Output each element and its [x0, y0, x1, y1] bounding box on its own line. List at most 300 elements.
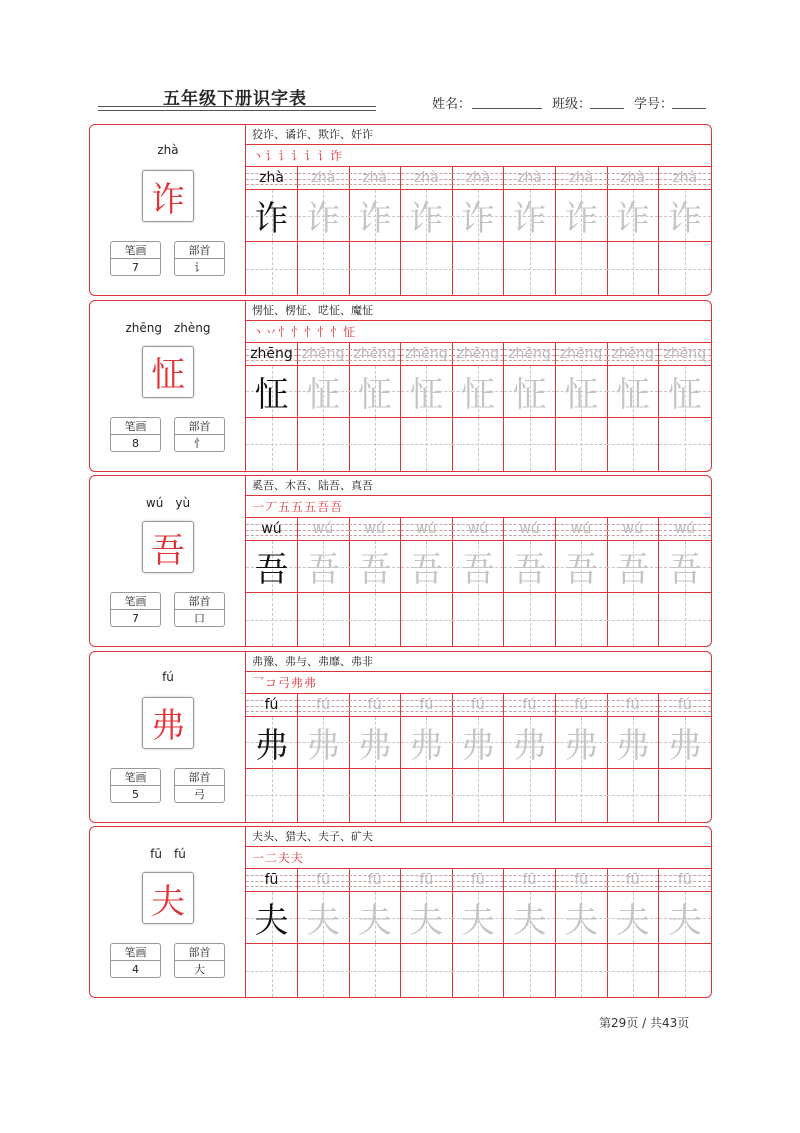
- pinyin-trace: zhà: [568, 170, 594, 186]
- blank-writing-area[interactable]: [607, 769, 658, 822]
- practice-cell[interactable]: [452, 518, 504, 646]
- worksheet-title: 五年级下册识字表: [163, 89, 307, 109]
- character-writing-area[interactable]: [401, 190, 452, 242]
- practice-cell[interactable]: [298, 869, 350, 997]
- grid-guide-horizontal: [452, 795, 503, 796]
- character-writing-area[interactable]: [504, 892, 555, 944]
- character-writing-area[interactable]: [452, 717, 503, 769]
- grid-guide-horizontal: [452, 620, 503, 621]
- blank-writing-area[interactable]: [401, 944, 452, 997]
- stroke-order-step: [252, 321, 264, 343]
- practice-panel: [246, 301, 711, 471]
- pinyin-writing-area[interactable]: [401, 167, 452, 190]
- character-trace: 弗: [357, 725, 392, 766]
- character-writing-area[interactable]: [607, 190, 658, 242]
- stroke-glyph: 忄: [304, 324, 317, 339]
- pinyin-writing-area[interactable]: [452, 869, 503, 892]
- practice-cell[interactable]: [504, 869, 556, 997]
- practice-cell[interactable]: [607, 869, 659, 997]
- character-writing-area[interactable]: [452, 366, 503, 418]
- grid-guide-horizontal: [401, 795, 452, 796]
- student-number-blank[interactable]: [672, 108, 706, 109]
- blank-writing-area[interactable]: [401, 769, 452, 822]
- character-writing-area[interactable]: [452, 892, 503, 944]
- pinyin-trace: fú: [470, 696, 485, 713]
- stroke-glyph: 二: [265, 851, 278, 865]
- pinyin-writing-area[interactable]: [246, 694, 297, 717]
- stroke-order-step: [265, 145, 277, 167]
- pinyin-writing-area[interactable]: [607, 518, 658, 541]
- pinyin-writing-area[interactable]: [556, 694, 607, 717]
- pinyin-trace: zhēng: [404, 345, 448, 362]
- stroke-count-box: [110, 768, 161, 803]
- pinyin-writing-area[interactable]: [349, 518, 400, 541]
- character-trace: 怔: [460, 374, 495, 415]
- character-writing-area[interactable]: [556, 892, 607, 944]
- blank-writing-area[interactable]: [401, 242, 452, 295]
- character-pinyin: wú yù: [145, 496, 191, 510]
- stroke-order-step: [278, 496, 290, 518]
- blank-writing-area[interactable]: [504, 593, 555, 646]
- character-trace: 弗: [306, 725, 341, 766]
- character-writing-area[interactable]: [659, 190, 711, 242]
- character-display-box: [142, 170, 194, 222]
- pinyin-writing-area[interactable]: [298, 694, 349, 717]
- pinyin-trace: zhà: [310, 170, 336, 186]
- pinyin-writing-area[interactable]: [607, 694, 658, 717]
- grid-guide-horizontal: [452, 269, 503, 270]
- stroke-glyph: 讠: [265, 149, 278, 163]
- practice-cell[interactable]: [607, 694, 659, 822]
- stroke-count-value: 7: [132, 612, 139, 625]
- pinyin-writing-area[interactable]: [349, 869, 400, 892]
- stroke-glyph: 忄: [317, 324, 330, 339]
- character-writing-area[interactable]: [246, 892, 297, 944]
- practice-cell[interactable]: [607, 518, 659, 646]
- stroke-count-box: [110, 417, 161, 452]
- pinyin-writing-area[interactable]: [452, 518, 503, 541]
- character-writing-area[interactable]: [452, 541, 503, 593]
- stroke-glyph: 一: [252, 500, 265, 514]
- stroke-count-label: 笔画: [111, 242, 160, 259]
- practice-cell[interactable]: [349, 694, 401, 822]
- character-writing-area[interactable]: [246, 541, 297, 593]
- pinyin-trace: fū: [470, 872, 485, 888]
- pinyin-writing-area[interactable]: [298, 869, 349, 892]
- practice-cell[interactable]: [246, 518, 298, 646]
- blank-writing-area[interactable]: [659, 769, 711, 822]
- character-trace: 夫: [615, 901, 650, 941]
- pinyin-writing-area[interactable]: [556, 343, 607, 366]
- stroke-glyph: 夫: [291, 851, 304, 865]
- character-card: [89, 651, 712, 823]
- stroke-glyph: 诈: [330, 149, 343, 163]
- character-writing-area[interactable]: [607, 892, 658, 944]
- stroke-order-step: [330, 496, 342, 518]
- blank-writing-area[interactable]: [556, 418, 607, 471]
- pinyin-writing-area[interactable]: [504, 343, 555, 366]
- grid-guide-horizontal: [659, 444, 711, 445]
- character-trace: 怔: [564, 374, 599, 415]
- practice-cell[interactable]: [556, 518, 608, 646]
- pinyin-writing-area[interactable]: [504, 167, 555, 190]
- blank-writing-area[interactable]: [607, 944, 658, 997]
- blank-writing-area[interactable]: [452, 242, 503, 295]
- character-writing-area[interactable]: [349, 892, 400, 944]
- character-info-panel: [90, 476, 246, 646]
- pinyin-writing-area[interactable]: [556, 167, 607, 190]
- practice-panel: [246, 827, 711, 997]
- character-writing-area[interactable]: [349, 366, 400, 418]
- grid-guide-horizontal: [349, 795, 400, 796]
- character-trace: 怔: [512, 374, 547, 415]
- character-writing-area[interactable]: [556, 366, 607, 418]
- character-writing-area[interactable]: [349, 190, 400, 242]
- practice-cell[interactable]: [298, 518, 350, 646]
- practice-cell[interactable]: [401, 167, 453, 295]
- pinyin-trace: fú: [316, 696, 330, 713]
- pinyin-writing-area[interactable]: [504, 694, 555, 717]
- character-writing-area[interactable]: [401, 717, 452, 769]
- character-card: [89, 300, 712, 472]
- radical-value: 讠: [194, 261, 205, 274]
- character-pinyin: zhēng zhèng: [125, 320, 211, 335]
- blank-writing-area[interactable]: [349, 593, 400, 646]
- practice-cell[interactable]: [659, 694, 711, 822]
- character-writing-area[interactable]: [246, 190, 297, 242]
- grid-guide-horizontal: [556, 269, 607, 270]
- stroke-glyph: 吾: [330, 500, 343, 514]
- practice-cell[interactable]: [452, 694, 504, 822]
- pinyin-trace: wú: [364, 521, 385, 537]
- grid-guide-horizontal: [504, 444, 555, 445]
- character-trace: 吾: [409, 550, 444, 590]
- stroke-order-step: [304, 145, 316, 167]
- grid-guide-horizontal: [556, 620, 607, 621]
- practice-cell[interactable]: [452, 869, 504, 997]
- character-writing-area[interactable]: [246, 717, 297, 769]
- character-writing-area[interactable]: [401, 892, 452, 944]
- grid-guide-horizontal: [246, 795, 297, 796]
- blank-writing-area[interactable]: [298, 769, 349, 822]
- practice-cell[interactable]: [349, 343, 401, 471]
- pinyin-writing-area[interactable]: [298, 167, 349, 190]
- blank-writing-area[interactable]: [504, 944, 555, 997]
- blank-writing-area[interactable]: [659, 418, 711, 471]
- pinyin-writing-area[interactable]: [452, 694, 503, 717]
- character-card: [89, 826, 712, 998]
- character-trace: 怔: [409, 374, 444, 415]
- pinyin-writing-area[interactable]: [246, 167, 297, 190]
- pinyin-writing-area[interactable]: [401, 869, 452, 892]
- pinyin-writing-area[interactable]: [246, 518, 297, 541]
- blank-writing-area[interactable]: [659, 944, 711, 997]
- pinyin-writing-area[interactable]: [607, 869, 658, 892]
- blank-writing-area[interactable]: [246, 593, 297, 646]
- practice-cell[interactable]: [298, 694, 350, 822]
- pinyin-trace: fú: [625, 696, 640, 713]
- character-trace: 怔: [306, 374, 341, 415]
- blank-writing-area[interactable]: [452, 944, 503, 997]
- pinyin-writing-area[interactable]: [246, 869, 297, 892]
- stroke-glyph: 五: [291, 500, 304, 514]
- pinyin-writing-area[interactable]: [504, 518, 555, 541]
- character-writing-area[interactable]: [349, 541, 400, 593]
- character-trace: 怔: [667, 374, 702, 415]
- character-display-box: [142, 697, 194, 749]
- pinyin-writing-area[interactable]: [401, 694, 452, 717]
- pinyin-model: wú: [261, 521, 282, 537]
- stroke-count-label: 笔画: [111, 593, 160, 610]
- practice-cell[interactable]: [659, 167, 711, 295]
- stroke-glyph: 忄: [291, 324, 304, 339]
- character-model: 怔: [254, 374, 289, 415]
- practice-cell[interactable]: [607, 343, 659, 471]
- practice-cell[interactable]: [556, 869, 608, 997]
- pinyin-trace: fú: [367, 696, 382, 713]
- character-trace: 夫: [512, 901, 547, 941]
- stroke-order-row: [246, 496, 711, 518]
- practice-cell[interactable]: [401, 869, 453, 997]
- blank-writing-area[interactable]: [607, 593, 658, 646]
- pinyin-writing-area[interactable]: [659, 343, 711, 366]
- radical-label: 部首: [175, 593, 224, 610]
- blank-writing-area[interactable]: [298, 593, 349, 646]
- character-trace: 诈: [615, 199, 650, 239]
- character-writing-area[interactable]: [246, 366, 297, 418]
- pinyin-writing-area[interactable]: [246, 343, 297, 366]
- character-writing-area[interactable]: [504, 541, 555, 593]
- practice-panel: [246, 125, 711, 295]
- pinyin-trace: zhēng: [456, 345, 500, 362]
- blank-writing-area[interactable]: [659, 593, 711, 646]
- character-writing-area[interactable]: [298, 717, 349, 769]
- practice-cell[interactable]: [401, 518, 453, 646]
- practice-cell[interactable]: [401, 343, 453, 471]
- blank-writing-area[interactable]: [246, 769, 297, 822]
- blank-writing-area[interactable]: [504, 242, 555, 295]
- character-writing-area[interactable]: [349, 717, 400, 769]
- grid-guide-horizontal: [504, 620, 555, 621]
- blank-writing-area[interactable]: [452, 769, 503, 822]
- blank-writing-area[interactable]: [556, 944, 607, 997]
- character-writing-area[interactable]: [607, 366, 658, 418]
- stroke-order-row: [246, 145, 711, 167]
- pinyin-writing-area[interactable]: [659, 694, 711, 717]
- stroke-order-row: [246, 672, 711, 694]
- practice-cell[interactable]: [556, 343, 608, 471]
- radical-label: 部首: [175, 242, 224, 259]
- blank-writing-area[interactable]: [246, 944, 297, 997]
- blank-writing-area[interactable]: [298, 944, 349, 997]
- stroke-glyph: 忄: [278, 324, 291, 339]
- character-writing-area[interactable]: [298, 366, 349, 418]
- example-words: 奚吾、木吾、陆吾、真吾: [246, 476, 711, 496]
- pinyin-writing-area[interactable]: [659, 869, 711, 892]
- stroke-count-label: 笔画: [111, 418, 160, 435]
- pinyin-trace: zhēng: [508, 345, 551, 362]
- practice-cell[interactable]: [349, 518, 401, 646]
- pinyin-writing-area[interactable]: [607, 343, 658, 366]
- character-info-panel: [90, 652, 246, 822]
- blank-writing-area[interactable]: [401, 593, 452, 646]
- pinyin-writing-area[interactable]: [607, 167, 658, 190]
- blank-writing-area[interactable]: [659, 242, 711, 295]
- character-writing-area[interactable]: [607, 541, 658, 593]
- blank-writing-area[interactable]: [556, 769, 607, 822]
- pinyin-writing-area[interactable]: [452, 167, 503, 190]
- blank-writing-area[interactable]: [298, 418, 349, 471]
- radical-box: [174, 241, 225, 276]
- character-writing-area[interactable]: [659, 892, 711, 944]
- grid-guide-horizontal: [659, 620, 711, 621]
- stroke-order-step: [278, 847, 290, 869]
- grid-guide-horizontal: [298, 620, 349, 621]
- practice-cell[interactable]: [349, 869, 401, 997]
- stroke-order-step: [304, 321, 316, 343]
- character-writing-area[interactable]: [298, 892, 349, 944]
- blank-writing-area[interactable]: [452, 418, 503, 471]
- radical-value: 弓: [194, 787, 205, 801]
- character-model: 弗: [254, 725, 289, 766]
- character-writing-area[interactable]: [556, 717, 607, 769]
- character-trace: 吾: [564, 550, 599, 590]
- grid-guide-horizontal: [607, 620, 658, 621]
- pinyin-writing-area[interactable]: [452, 343, 503, 366]
- blank-writing-area[interactable]: [607, 242, 658, 295]
- practice-cell[interactable]: [504, 518, 556, 646]
- pinyin-writing-area[interactable]: [401, 518, 452, 541]
- practice-cell[interactable]: [659, 518, 711, 646]
- pinyin-writing-area[interactable]: [401, 343, 452, 366]
- character-trace: 夫: [564, 901, 599, 941]
- pinyin-writing-area[interactable]: [556, 869, 607, 892]
- character-trace: 诈: [409, 199, 444, 239]
- blank-writing-area[interactable]: [298, 242, 349, 295]
- blank-writing-area[interactable]: [607, 418, 658, 471]
- pinyin-writing-area[interactable]: [556, 518, 607, 541]
- grid-guide-horizontal: [298, 444, 349, 445]
- stroke-glyph: 丶: [252, 324, 265, 339]
- blank-writing-area[interactable]: [452, 593, 503, 646]
- character-model: 诈: [254, 199, 289, 239]
- blank-writing-area[interactable]: [504, 418, 555, 471]
- stroke-order-step: [343, 321, 355, 343]
- stroke-glyph: 五: [304, 500, 317, 514]
- character-writing-area[interactable]: [659, 541, 711, 593]
- blank-writing-area[interactable]: [246, 242, 297, 295]
- pinyin-trace: zhà: [620, 170, 646, 186]
- practice-cell[interactable]: [401, 694, 453, 822]
- blank-writing-area[interactable]: [246, 418, 297, 471]
- blank-writing-area[interactable]: [401, 418, 452, 471]
- practice-cell[interactable]: [659, 343, 711, 471]
- practice-cell[interactable]: [349, 167, 401, 295]
- character-trace: 夫: [357, 901, 392, 941]
- pinyin-writing-area[interactable]: [349, 694, 400, 717]
- blank-writing-area[interactable]: [349, 944, 400, 997]
- character-writing-area[interactable]: [452, 190, 503, 242]
- stroke-glyph: 五: [278, 500, 291, 514]
- blank-writing-area[interactable]: [349, 242, 400, 295]
- pinyin-writing-area[interactable]: [349, 343, 400, 366]
- stroke-order-step: [278, 145, 290, 167]
- practice-cell[interactable]: [504, 343, 556, 471]
- character-trace: 夫: [409, 901, 444, 941]
- character-writing-area[interactable]: [504, 366, 555, 418]
- character-trace: 吾: [357, 550, 392, 590]
- character-writing-area[interactable]: [504, 190, 555, 242]
- character-writing-area[interactable]: [607, 717, 658, 769]
- grid-guide-horizontal: [246, 444, 297, 445]
- character-writing-area[interactable]: [659, 366, 711, 418]
- character-info-panel: [90, 125, 246, 295]
- practice-cell[interactable]: [246, 869, 298, 997]
- character-writing-area[interactable]: [556, 190, 607, 242]
- character-writing-area[interactable]: [298, 190, 349, 242]
- character-writing-area[interactable]: [504, 717, 555, 769]
- stroke-order-step: [252, 847, 264, 869]
- blank-writing-area[interactable]: [349, 769, 400, 822]
- character-info-panel: [90, 827, 246, 997]
- stroke-glyph: コ: [265, 675, 278, 690]
- character-writing-area[interactable]: [401, 541, 452, 593]
- practice-cell[interactable]: [246, 167, 298, 295]
- pinyin-writing-area[interactable]: [349, 167, 400, 190]
- pinyin-writing-area[interactable]: [659, 167, 711, 190]
- stroke-glyph: 丷: [265, 324, 278, 339]
- pinyin-writing-area[interactable]: [298, 518, 349, 541]
- stroke-order-step: [265, 321, 277, 343]
- pinyin-writing-area[interactable]: [298, 343, 349, 366]
- radical-box: [174, 943, 225, 978]
- character-writing-area[interactable]: [401, 366, 452, 418]
- practice-cell[interactable]: [607, 167, 659, 295]
- pinyin-model: fú: [264, 696, 279, 713]
- character-trace: 诈: [357, 199, 392, 239]
- practice-cell[interactable]: [556, 167, 608, 295]
- example-words: 夫头、猎夫、夫子、矿夫: [246, 827, 711, 847]
- stroke-count-value: 4: [132, 963, 139, 976]
- practice-cell[interactable]: [246, 343, 298, 471]
- blank-writing-area[interactable]: [504, 769, 555, 822]
- character-model: 夫: [254, 901, 289, 941]
- character-writing-area[interactable]: [659, 717, 711, 769]
- practice-cell[interactable]: [452, 343, 504, 471]
- blank-writing-area[interactable]: [349, 418, 400, 471]
- practice-cell[interactable]: [556, 694, 608, 822]
- pinyin-writing-area[interactable]: [504, 869, 555, 892]
- practice-cell[interactable]: [504, 167, 556, 295]
- pinyin-trace: wú: [467, 521, 489, 537]
- stroke-order-step: [291, 847, 303, 869]
- practice-cell[interactable]: [452, 167, 504, 295]
- pinyin-writing-area[interactable]: [659, 518, 711, 541]
- practice-cell[interactable]: [504, 694, 556, 822]
- practice-cell[interactable]: [298, 167, 350, 295]
- practice-cell[interactable]: [298, 343, 350, 471]
- blank-writing-area[interactable]: [556, 242, 607, 295]
- title-rule-1: [98, 106, 376, 107]
- class-blank[interactable]: [590, 108, 624, 109]
- name-blank[interactable]: [472, 108, 542, 109]
- practice-cell[interactable]: [246, 694, 298, 822]
- blank-writing-area[interactable]: [556, 593, 607, 646]
- character-writing-area[interactable]: [556, 541, 607, 593]
- practice-cell[interactable]: [659, 869, 711, 997]
- stroke-count-box: [110, 943, 161, 978]
- character-writing-area[interactable]: [298, 541, 349, 593]
